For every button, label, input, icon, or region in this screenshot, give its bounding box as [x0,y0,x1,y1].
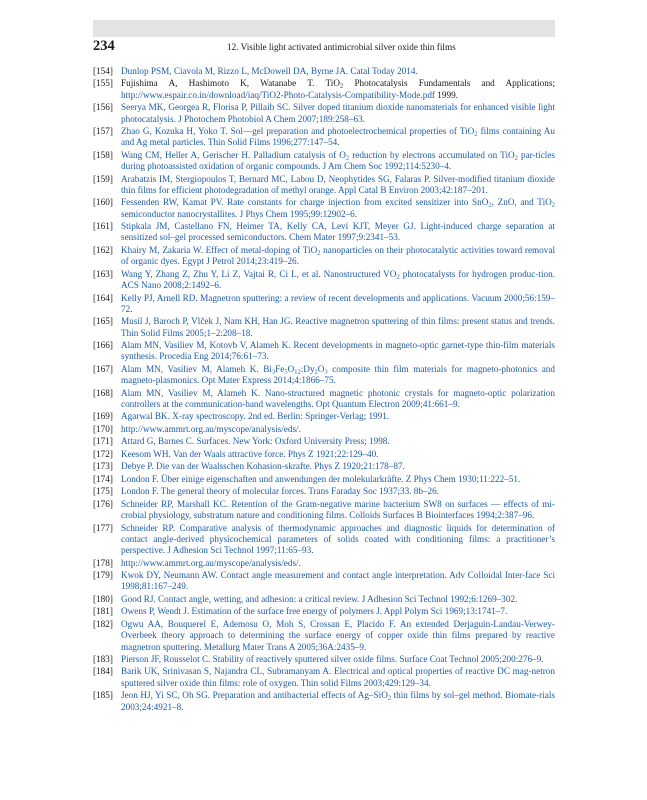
reference-entry [93,388,555,411]
reference-number: [155] [93,78,113,89]
reference-entry [93,594,555,605]
reference-number: [183] [93,653,113,664]
reference-number: [168] [93,387,113,398]
reference-text[interactable]: Dunlop PSM, Ciavola M, Rizzo L, McDowell DA, Byrne JA. Catal Today 2014. [121,66,418,76]
reference-entry [93,570,555,593]
reference-text[interactable]: Good RJ. Contact angle, wetting, and adhesion: a critical review. J Adhesion Sci Technol 1992;6:1269–302. [121,593,518,604]
reference-text[interactable]: Schneider RP. Comparative analysis of thermodynamic approaches and diagnostic liquids for determination of contact angle-derived physicochemical parameters of solids coated with conditioning films: a practitioner’s perspective. J Adhesion Sci Technol 1997;11:65–93. [121,522,555,556]
reference-text[interactable]: Ogwu AA, Bouquerel E, Ademosu O, Moh S, Crossan E, Placido F. An extended Derjaguin-Landau-Verwey-Overbeek theory approach to determining the surface energy of copper oxide thin films prepared by reactive magnetron sputtering. Metallurg Mater Trans A 2005;36A:2435–9. [121,618,555,652]
reference-number: [165] [93,316,113,327]
reference-number: [161] [93,221,113,232]
reference-entry [93,474,555,485]
reference-entry [93,126,555,149]
reference-number: [159] [93,173,113,184]
reference-entry [93,523,555,557]
reference-entry [93,150,555,173]
reference-number: [178] [93,557,113,568]
reference-entry [93,666,555,689]
reference-number: [176] [93,498,113,509]
reference-entry [93,293,555,316]
reference-number: [167] [93,363,113,374]
reference-entry [93,221,555,244]
reference-entry [93,269,555,292]
reference-number: [166] [93,340,113,351]
reference-number: [156] [93,102,113,113]
reference-text[interactable]: Seerya MK, Georgea R, Florisa P, Pillaib SC. Silver doped titanium dioxide nanomaterials for enhanced visible light photocatalysis. J Photochem Photobiol A Chem 2007;189:258–63. [121,102,555,124]
reference-text[interactable]: Jeon HJ, Yi SC, Oh SG. Preparation and antibacterial effects of Ag–SiO$_2$ thin films by sol–gel method. Biomate-rials 2003;24:4921–8. [121,690,555,712]
reference-text[interactable]: Alam MN, Vasiliev M, Alameh K. Nano-structured magnetic photonic crystals for magneto-optic polarization controllers at the communication-band wavelengths. Opt Quantum Electron 2009;41:661–9. [121,387,555,409]
reference-entry [93,558,555,569]
reference-entry [93,411,555,422]
reference-text[interactable]: Pierson JF, Rousselot C. Stability of reactively sputtered silver oxide films. Surface Coat Technol 2005;200:276–9. [121,653,544,664]
running-head: 12. Visible light activated antimicrobial silver oxide thin films [227,42,456,52]
reference-text[interactable]: Owens P, Wendt J. Estimation of the surface free energy of polymers J. Appl Polym Sci 1969;13:1741–7. [121,606,508,617]
reference-number: [180] [93,593,113,604]
reference-list [93,66,555,714]
reference-number: [170] [93,423,113,434]
reference-entry [93,66,555,77]
reference-entry [93,340,555,363]
reference-text[interactable]: Musil J, Baroch P, Vlček J, Nam KH, Han JG. Reactive magnetron sputtering of thin films: present status and trends. Thin Solid Films 2005;1–2:208–18. [121,316,555,338]
reference-text[interactable]: http://www.ammrt.org.au/myscope/analysis/eds/. [121,557,301,568]
reference-number: [160] [93,197,113,208]
reference-entry [93,424,555,435]
reference-text[interactable]: Wang Y, Zhang Z, Zhu Y, Li Z, Vajtai R, Ci L, et al. Nanostructured $VO_2$ photocatalysts for hydrogen produc-tion. ACS Nano 2008;2:1492–6. [121,268,556,291]
reference-number: [184] [93,666,113,677]
reference-text[interactable]: Attard G, Barnes C. Surfaces. New York: Oxford University Press; 1998. [121,436,390,447]
reference-entry [93,690,555,713]
reference-entry [93,197,555,220]
reference-entry [93,436,555,447]
reference-number: [154] [93,66,113,76]
reference-number: [175] [93,486,113,497]
reference-entry [93,606,555,617]
reference-text[interactable]: Wang CM, Heller A, Gerischer H. Palladium catalysis of $O_2$ reduction by electrons accumulated on TiO$_2$ par-ticles during photoassisted oxidation of organic compounds. J Am Chem Soc 1992;114:5230–4. [121,149,555,172]
reference-text[interactable]: http://www.ammrt.org.au/myscope/analysis/eds/. [121,423,301,434]
reference-number: [169] [93,411,113,422]
reference-text[interactable]: Keesom WH. Van der Waals attractive force. Phys Z 1921;22:129–40. [121,448,379,459]
reference-text[interactable]: Barik UK, Srinivasan S, Najandra CL, Subramanyam A. Electrical and optical properties of reactive DC mag-netron sputtered silver oxide thin films: role of oxygen. Thin solid Films 2003;429:129–34. [121,666,555,688]
reference-text[interactable]: Zhao G, Kozuka H, Yoko T. Sol—gel preparation and photoelectrochemical properties of TiO$_2$ films containing Au and Ag metal particles. Thin Solid Films 1996;277:147–54. [121,126,555,148]
reference-number: [181] [93,606,113,617]
reference-text[interactable]: Debye P. Die van der Waalsschen Kohasion-skrafte. Phys Z 1920;21:178–87. [121,461,405,472]
reference-entry [93,499,555,522]
reference-entry [93,364,555,387]
reference-text[interactable]: Fessenden RW, Kamat PV. Rate constants for charge injection from excited sensitizer into SnO$_2$, ZnO, and TiO$_2$ semiconductor nanocrystallites. J Phys Chem 1995;99:12902–6. [121,197,556,219]
reference-number: [164] [93,292,113,303]
reference-text[interactable]: Schneider RP, Marshall KC. Retention of the Gram-negative marine bacterium SW8 on surfaces — effects of mi-crobial physiology, substratum nature and conditioning films. Colloids Surfaces B Biointerfaces 1994;2:387–96. [121,498,555,521]
reference-number: [162] [93,244,113,255]
reference-number: [172] [93,448,113,459]
reference-entry [93,486,555,497]
header-bar [93,20,555,37]
reference-number: [182] [93,618,113,629]
reference-number: [157] [93,126,113,137]
reference-text[interactable]: Kelly PJ, Arnell RD. Magnetron sputtering: a review of recent developments and applications. Vacuum 2000;56:159–72. [121,292,555,314]
reference-text[interactable]: London F. Über einige eigenschaften und anwendungen der molekularkräfte. Z Phys Chem 1930;11:222–51. [121,473,521,484]
reference-entry [93,102,555,125]
reference-number: [174] [93,473,113,484]
reference-text[interactable]: Arabatzis IM, Stergiopoulos T, Bernard MC, Labou D, Neophytides SG, Falaras P. Silver-modified titanium dioxide thin films for efficient photodegradation of methyl orange. Appl Catal B Environ 2003;42:187–201. [121,173,555,195]
reference-text[interactable]: London F. The general theory of molecular forces. Trans Faraday Soc 1937;33. 8b–26. [121,486,440,497]
reference-text[interactable]: Kwok DY, Neumann AW. Contact angle measurement and contact angle interpretation. Adv Colloidal Inter-face Sci 1998;81:167–249. [121,570,555,592]
reference-number: [171] [93,436,113,447]
reference-number: [179] [93,570,113,581]
reference-entry [93,449,555,460]
reference-entry [93,654,555,665]
reference-entry [93,78,555,101]
reference-number: [163] [93,268,113,279]
reference-entry [93,174,555,197]
reference-number: [158] [93,149,113,160]
reference-text[interactable]: Agarwal BK. X-ray spectroscopy. 2nd ed. Berlin: Springer-Verlag; 1991. [121,411,390,422]
reference-entry [93,316,555,339]
reference-entry [93,245,555,268]
reference-text[interactable]: Alam MN, Vasiliev M, Alameh K. $Bi_3Fe_5O_{12}:Dy_2O_3$ composite thin film materials for magneto-photonics and magneto-plasmonics. Opt Mater Express 2014;4:1866–75. [121,363,555,386]
reference-text[interactable]: Fujishima A, Hashimoto K, Watanabe T. TiO$_2$ Photocatalysis Fundamentals and Applications; http://www.espair.co.in/download/iaq/TiO2-Photo-Catalysis-Compatibility-Mode.pdf 1999. [121,78,555,100]
page-number: 234 [93,38,115,54]
reference-text[interactable]: Stipkala JM, Castellano FN, Heimer TA, Kelly CA, Levi KJT, Meyer GJ. Light-induced charge separation at sensitized sol–gel processed semiconductors. Chem Mater 1997;9:2341–53. [121,221,555,243]
reference-number: [185] [93,690,113,701]
reference-entry [93,619,555,653]
reference-text[interactable]: Khairy M, Zakaria W. Effect of metal-doping of TiO$_2$ nanoparticles on their photocatalytic activities toward removal of organic dyes. Egypt J Petrol 2014;23:419–26. [121,244,555,267]
reference-number: [177] [93,522,113,533]
reference-entry [93,461,555,472]
reference-text[interactable]: Alam MN, Vasiliev M, Kotovb V, Alameh K. Recent developments in magneto-optic garnet-type thin-film materials synthesis. Procedia Eng 2014;76:61–73. [121,340,555,362]
reference-number: [173] [93,461,113,472]
